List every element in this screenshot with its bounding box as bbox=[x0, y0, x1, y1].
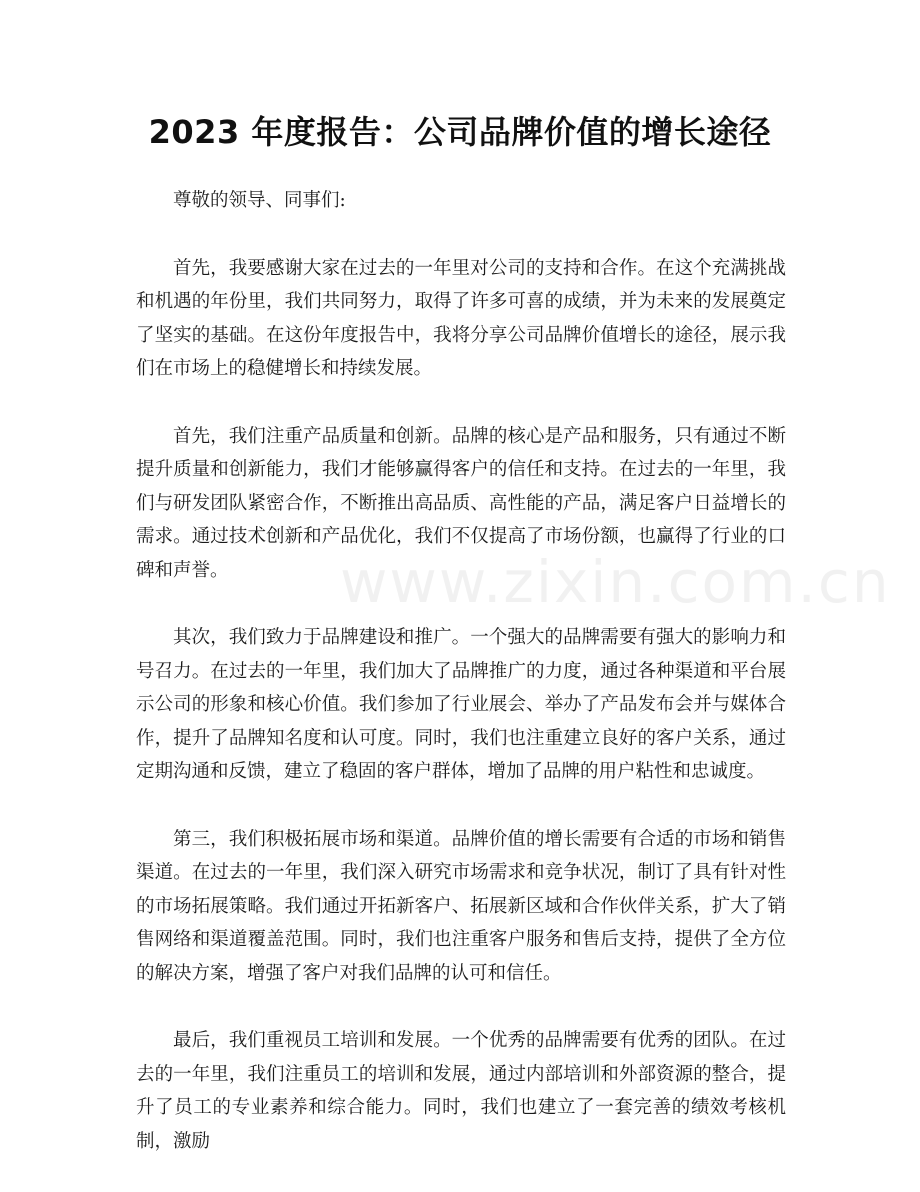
paragraph-employee-training: 最后，我们重视员工培训和发展。一个优秀的品牌需要有优秀的团队。在过去的一年里，我们注重员工的培训和发展，通过内部培训和外部资源的整合，提升了员工的专业素养和综合能力。同时，我们也建立了一套完善的绩效考核机制，激励 bbox=[136, 1030, 786, 1152]
paragraph-product-quality: 首先，我们注重产品质量和创新。品牌的核心是产品和服务，只有通过不断提升质量和创新能力，我们才能够赢得客户的信任和支持。在过去的一年里，我们与研发团队紧密合作，不断推出高品质、高性能的产品，满足客户日益增长的需求。通过技术创新和产品优化，我们不仅提高了市场份额，也赢得了行业的口碑和声誉。 bbox=[136, 425, 786, 581]
document-body bbox=[136, 184, 786, 1192]
watermark: www.zixin.com.cn bbox=[340, 548, 891, 616]
paragraph-brand-promotion: 其次，我们致力于品牌建设和推广。一个强大的品牌需要有强大的影响力和号召力。在过去的一年里，我们加大了品牌推广的力度，通过各种渠道和平台展示公司的形象和核心价值。我们参加了行业展会、举办了产品发布会并与媒体合作，提升了品牌知名度和认可度。同时，我们也注重建立良好的客户关系，通过定期沟通和反馈，建立了稳固的客户群体，增加了品牌的用户粘性和忠诚度。 bbox=[136, 627, 786, 782]
paragraph-intro: 首先，我要感谢大家在过去的一年里对公司的支持和合作。在这个充满挑战和机遇的年份里，我们共同努力，取得了许多可喜的成绩，并为未来的发展奠定了坚实的基础。在这份年度报告中，我将分享公司品牌价值增长的途径，展示我们在市场上的稳健增长和持续发展。 bbox=[136, 257, 786, 379]
document-title: 2023 年度报告：公司品牌价值的增长途径 bbox=[148, 113, 772, 151]
salutation: 尊敬的领导、同事们: bbox=[173, 190, 346, 211]
paragraph-market-expansion: 第三，我们积极拓展市场和渠道。品牌价值的增长需要有合适的市场和销售渠道。在过去的一年里，我们深入研究市场需求和竞争状况，制订了具有针对性的市场拓展策略。我们通过开拓新客户、拓展新区域和合作伙伴关系，扩大了销售网络和渠道覆盖范围。同时，我们也注重客户服务和售后支持，提供了全方位的解决方案，增强了客户对我们品牌的认可和信任。 bbox=[136, 828, 786, 984]
